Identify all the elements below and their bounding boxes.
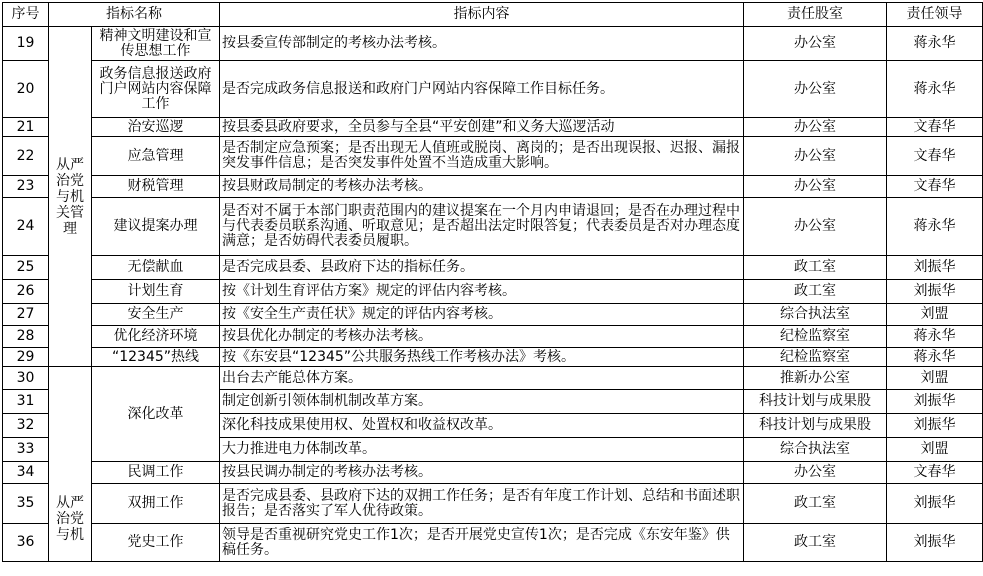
row-name: 治安巡逻 <box>92 118 220 137</box>
table-row <box>3 137 983 176</box>
table-row <box>3 524 983 562</box>
row-content: 按县委宣传部制定的考核办法考核。 <box>220 27 744 61</box>
row-content: 深化科技成果使用权、处置权和收益权改革。 <box>220 414 744 438</box>
row-leader: 文春华 <box>887 137 983 176</box>
row-name: 财税管理 <box>92 176 220 198</box>
row-content: 是否制定应急预案；是否出现无人值班或脱岗、离岗的；是否出现误报、迟报、漏报突发事件信息；是否突发事件处置不当造成重大影响。 <box>220 137 744 176</box>
row-seq: 31 <box>3 390 49 414</box>
row-name: 计划生育 <box>92 280 220 304</box>
row-leader: 刘盟 <box>887 438 983 462</box>
row-content: 大力推进电力体制改革。 <box>220 438 744 462</box>
row-content: 是否完成县委、县政府下达的双拥工作任务；是否有年度工作计划、总结和书面述职报告；是否落实了军人优待政策。 <box>220 484 744 524</box>
row-name: 深化改革 <box>92 367 220 462</box>
row-dept: 纪检监察室 <box>744 348 887 367</box>
row-content: 出台去产能总体方案。 <box>220 367 744 390</box>
row-dept: 办公室 <box>744 137 887 176</box>
row-name: 应急管理 <box>92 137 220 176</box>
row-seq: 19 <box>3 27 49 61</box>
row-leader: 蒋永华 <box>887 61 983 118</box>
row-content: 按县委县政府要求，全员参与全县“平安创建”和义务大巡逻活动 <box>220 118 744 137</box>
row-seq: 27 <box>3 304 49 326</box>
row-name: 建议提案办理 <box>92 198 220 256</box>
row-seq: 29 <box>3 348 49 367</box>
row-seq: 30 <box>3 367 49 390</box>
row-leader: 刘振华 <box>887 414 983 438</box>
row-dept: 政工室 <box>744 484 887 524</box>
header-name: 指标名称 <box>49 3 220 27</box>
indicator-table <box>2 2 983 562</box>
row-seq: 26 <box>3 280 49 304</box>
table-row <box>3 27 983 61</box>
row-content: 制定创新引领体制机制改革方案。 <box>220 390 744 414</box>
table-row <box>3 198 983 256</box>
header-leader: 责任领导 <box>887 3 983 27</box>
row-content: 是否完成县委、县政府下达的指标任务。 <box>220 256 744 280</box>
row-dept: 办公室 <box>744 61 887 118</box>
row-leader: 蒋永华 <box>887 326 983 348</box>
row-seq: 23 <box>3 176 49 198</box>
row-seq: 20 <box>3 61 49 118</box>
row-name: 民调工作 <box>92 462 220 484</box>
row-leader: 蒋永华 <box>887 198 983 256</box>
row-seq: 22 <box>3 137 49 176</box>
row-dept: 办公室 <box>744 198 887 256</box>
row-dept: 政工室 <box>744 256 887 280</box>
row-seq: 33 <box>3 438 49 462</box>
row-content: 按《计划生育评估方案》规定的评估内容考核。 <box>220 280 744 304</box>
group-label: 从严治党与机 <box>49 367 92 562</box>
row-content: 领导是否重视研究党史工作1次；是否开展党史宣传1次；是否完成《东安年鉴》供稿任务。 <box>220 524 744 562</box>
row-leader: 文春华 <box>887 462 983 484</box>
row-content: 按《东安县“12345”公共服务热线工作考核办法》考核。 <box>220 348 744 367</box>
row-seq: 34 <box>3 462 49 484</box>
row-seq: 32 <box>3 414 49 438</box>
row-seq: 24 <box>3 198 49 256</box>
row-seq: 28 <box>3 326 49 348</box>
row-dept: 推新办公室 <box>744 367 887 390</box>
table-header-row <box>3 3 983 27</box>
row-name: 安全生产 <box>92 304 220 326</box>
row-leader: 刘振华 <box>887 390 983 414</box>
row-name: 双拥工作 <box>92 484 220 524</box>
row-content: 按县民调办制定的考核办法考核。 <box>220 462 744 484</box>
row-dept: 综合执法室 <box>744 304 887 326</box>
row-seq: 21 <box>3 118 49 137</box>
table-row <box>3 176 983 198</box>
row-leader: 刘振华 <box>887 280 983 304</box>
table-row <box>3 304 983 326</box>
row-seq: 25 <box>3 256 49 280</box>
row-dept: 政工室 <box>744 524 887 562</box>
table-row <box>3 326 983 348</box>
row-content: 按县财政局制定的考核办法考核。 <box>220 176 744 198</box>
row-leader: 文春华 <box>887 118 983 137</box>
row-name: 无偿献血 <box>92 256 220 280</box>
table-row <box>3 348 983 367</box>
row-name: “12345”热线 <box>92 348 220 367</box>
header-seq: 序号 <box>3 3 49 27</box>
row-leader: 蒋永华 <box>887 27 983 61</box>
row-name: 党史工作 <box>92 524 220 562</box>
row-content: 是否完成政务信息报送和政府门户网站内容保障工作目标任务。 <box>220 61 744 118</box>
row-name: 精神文明建设和宣传思想工作 <box>92 27 220 61</box>
row-seq: 36 <box>3 524 49 562</box>
row-dept: 办公室 <box>744 27 887 61</box>
row-dept: 办公室 <box>744 176 887 198</box>
row-dept: 科技计划与成果股 <box>744 414 887 438</box>
row-dept: 纪检监察室 <box>744 326 887 348</box>
row-dept: 办公室 <box>744 462 887 484</box>
row-dept: 综合执法室 <box>744 438 887 462</box>
table-row <box>3 484 983 524</box>
row-leader: 刘振华 <box>887 524 983 562</box>
row-leader: 刘盟 <box>887 367 983 390</box>
header-dept: 责任股室 <box>744 3 887 27</box>
table-row <box>3 256 983 280</box>
row-dept: 办公室 <box>744 118 887 137</box>
header-content: 指标内容 <box>220 3 744 27</box>
table-row <box>3 280 983 304</box>
row-leader: 刘振华 <box>887 484 983 524</box>
row-leader: 刘盟 <box>887 304 983 326</box>
table-row <box>3 118 983 137</box>
table-row <box>3 462 983 484</box>
table-row <box>3 61 983 118</box>
row-leader: 刘振华 <box>887 256 983 280</box>
group-label: 从严治党与机关管理 <box>49 27 92 367</box>
row-content: 是否对不属于本部门职责范围内的建议提案在一个月内申请退回；是否在办理过程中与代表委员联系沟通、听取意见；是否超出法定时限答复；代表委员是否对办理态度满意；是否妨碍代表委员履职。 <box>220 198 744 256</box>
row-content: 按《安全生产责任状》规定的评估内容考核。 <box>220 304 744 326</box>
row-name: 政务信息报送政府门户网站内容保障工作 <box>92 61 220 118</box>
row-content: 按县优化办制定的考核办法考核。 <box>220 326 744 348</box>
row-dept: 科技计划与成果股 <box>744 390 887 414</box>
row-dept: 政工室 <box>744 280 887 304</box>
row-seq: 35 <box>3 484 49 524</box>
table-row <box>3 367 983 390</box>
row-leader: 文春华 <box>887 176 983 198</box>
row-name: 优化经济环境 <box>92 326 220 348</box>
row-leader: 蒋永华 <box>887 348 983 367</box>
